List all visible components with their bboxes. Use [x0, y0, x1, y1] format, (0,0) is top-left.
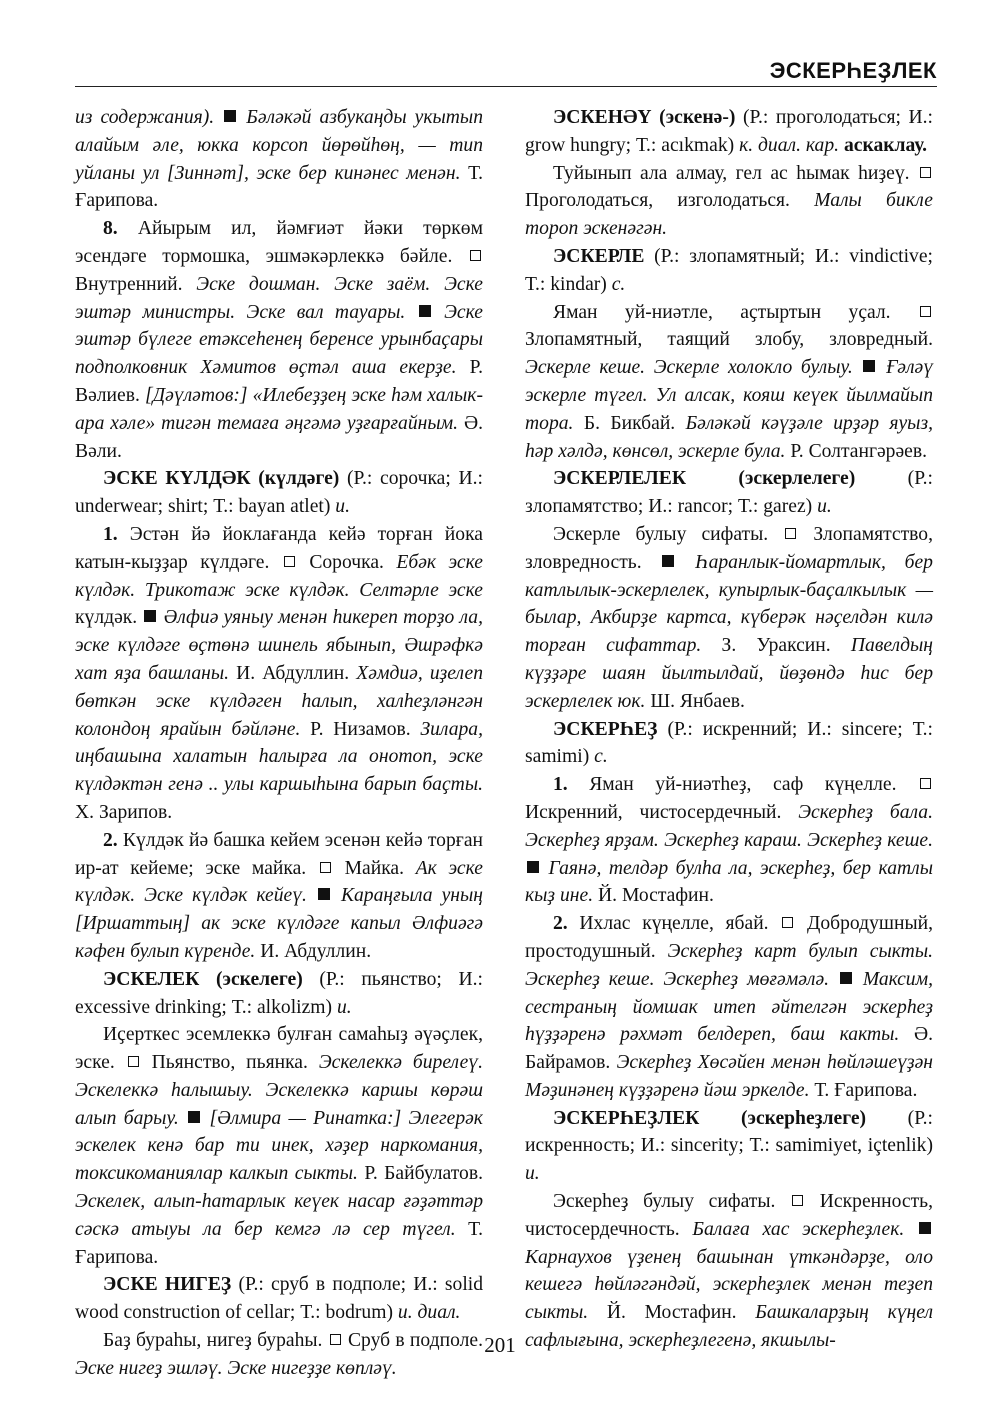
text: (Р.: искренний; И.: sincere; Т.: samimi) [525, 718, 933, 768]
headword: аскаклау. [843, 134, 928, 156]
dictionary-paragraph [75, 966, 483, 1022]
text: Сорочка. [296, 551, 397, 573]
headword: 2. [103, 829, 123, 851]
headword: 8. [103, 218, 138, 240]
text: Яман уй-ниәтһеҙ, саф күңелле. [589, 774, 919, 796]
headword: 1. [553, 774, 590, 796]
dictionary-paragraph [525, 104, 933, 160]
text: Эстән йә йоклағанда кейә торған йока катын-кыҙҙар күлдәге. [75, 523, 484, 573]
italic-text: с. [611, 273, 626, 295]
italic-text: и. [335, 496, 350, 518]
dictionary-paragraph [75, 465, 483, 521]
headword: 2. [553, 913, 580, 935]
text: Айырым ил, йәмғиәт йәки төркөм эсендәге тормошка, эшмәкәрлеккә бәйле. [75, 218, 484, 267]
text: Р. Байбулатов. [364, 1163, 483, 1185]
dictionary-paragraph [75, 104, 483, 215]
text: (Р.: искренность; И.: sincerity; Т.: samimiyet, içtenlik) [525, 1107, 933, 1157]
open-square-icon [128, 1056, 139, 1067]
dictionary-paragraph [525, 910, 933, 1105]
italic-text: Максим, сестраның йомшак итеп әйтелгән эскерһеҙ һүҙҙәренә рәхмәт белдереп, баш какты. [525, 968, 933, 1046]
open-square-icon [920, 778, 931, 789]
text: Искренний, чистосердечный. [525, 801, 799, 823]
text: Ш. Янбаев. [650, 690, 745, 712]
italic-text: и. диал. [397, 1302, 461, 1324]
text: Р. Солтангәрәев. [790, 440, 928, 462]
filled-square-icon [863, 360, 875, 372]
text: Ә. Байрамов. [525, 1024, 933, 1074]
italic-text: Башкаларҙың күңел сафлығына, эскерһеҙлегенә, якшылы- [525, 1302, 934, 1352]
headword: 1. [103, 523, 130, 545]
filled-square-icon [840, 972, 852, 984]
filled-square-icon [318, 888, 330, 900]
italic-text: Эскелек, алып-һатарлык кеүек насар ғәҙәттәр сәскә атыуы ла бер кемгә лә сер түгел. [75, 1191, 483, 1240]
italic-text: Ебәк эске күлдәк. Трикотаж эске күлдәк. Селтәрле эске [75, 551, 483, 601]
dictionary-paragraph [525, 771, 933, 910]
headword: ЭСКЕРҺЕҘ [553, 718, 668, 740]
dictionary-paragraph [525, 243, 933, 299]
page-number: 201 [484, 1333, 516, 1357]
open-square-icon [920, 167, 931, 178]
italic-text: и. [336, 996, 352, 1018]
italic-text: Эскерһеҙ бала. Эскерһеҙ ярҙам. Эскерһеҙ караш. Эскерһеҙ кеше. [525, 801, 933, 851]
text: (Р.: злопамятство; И.: rancor; Т.: garez) [525, 468, 933, 518]
italic-text: Караңғыла уның [Иршаттың] ак эске күлдәге капыл Әлфиәгә кәфен булып күренде. [75, 885, 483, 962]
text: Внутренний. [75, 273, 197, 295]
italic-text: Ғәләү эскерле түгел. Ул алсак, кояш кеүек йылмайып тора. [525, 357, 933, 434]
text: (Р.: сруб в подполе; И.: solid wood construction of cellar; Т.: bodrum) [75, 1274, 484, 1324]
italic-text: Балаға хас эскерһеҙлек. [692, 1218, 918, 1240]
text: Күлдәк йә башка кейем эсенән кейә торған ир-ат кейеме; эске майка. [75, 829, 483, 879]
filled-square-icon [224, 110, 236, 122]
text: Т. Ғарипова. [75, 162, 483, 212]
italic-text: Эскерле кеше. Эскерле холокло булыу. [525, 357, 862, 379]
headword: ЭСКЕ НИГЕҘ [103, 1274, 239, 1296]
dictionary-paragraph [525, 1188, 933, 1355]
text: Добродушный, простодушный. [525, 913, 934, 962]
open-square-icon [792, 1195, 803, 1206]
italic-text: и. [525, 1163, 540, 1185]
headword: ЭСКЕРЛЕЛЕК (эскерлелеге) [553, 468, 908, 490]
text: Х. Зарипов. [75, 801, 173, 823]
text: (Р.: пьянство; И.: excessive drinking; Т.: alkolizm) [75, 968, 483, 1018]
italic-text: из содержания). [75, 107, 223, 128]
headword: ЭСКЕЛЕК (эскелеге) [103, 968, 320, 990]
filled-square-icon [662, 555, 674, 567]
filled-square-icon [188, 1111, 200, 1123]
text: Б. Бикбай. [583, 412, 686, 434]
italic-text: Бәләкәй азбукаңды укытып алайым әле, юкка корсоп йөрөйһөң, — тип уйланы ул [Зиннәт], эске бер кинәнес менән. [75, 107, 483, 184]
dictionary-paragraph [525, 299, 933, 466]
left-column [75, 104, 483, 1383]
italic-text: Гаянә, телдәр булһа ла, эскерһеҙ, бер катлы кыҙ ине. [525, 857, 933, 907]
italic-text: Эскерһеҙ Хөсәйен менән һөйләшеүҙән Мәҙинәнең күҙҙәренә йәш эркелде. [525, 1052, 934, 1101]
text: Проголодаться, изголодаться. [525, 190, 815, 212]
headword: ЭСКЕРҺЕҘЛЕК (эскерһеҙлеге) [553, 1107, 908, 1129]
dictionary-paragraph [75, 1271, 483, 1327]
italic-text: с. [594, 746, 608, 768]
text: Пьянство, пьянка. [140, 1052, 319, 1074]
italic-text: [Дәүләтов:] «Илебеҙҙең эске һәм халык-ара хәле» тигән темаға әңгәмә уҙғарғайным. [75, 384, 483, 434]
filled-square-icon [419, 305, 431, 317]
text: Баҙ бураһы, нигеҙ бураһы. [103, 1330, 328, 1352]
open-square-icon [320, 862, 331, 873]
text: И. Абдуллин. [236, 662, 357, 684]
text: Искренность, чистосердечность. [525, 1191, 933, 1240]
open-square-icon [920, 306, 931, 317]
filled-square-icon [527, 861, 539, 873]
headword: ЭСКЕРЛЕ [553, 245, 655, 267]
text: З. Ураксин. [721, 635, 851, 657]
italic-text: Бәләкәй кәүҙәле ирҙәр яуыз, һәр хәлдә, көнсөл, эскерле була. [525, 412, 933, 462]
text: (Р.: сорочка; И.: underwear; shirt; Т.: bayan atlet) [75, 468, 483, 518]
italic-text: Эскерһеҙ карт булып сыкты. Эскерһеҙ кеше. Эскерһеҙ мөғәмәлә. [525, 940, 933, 990]
italic-text: и. [817, 496, 832, 518]
text: Эскерһеҙ булыу сифаты. [553, 1191, 791, 1213]
text: Ә. Вәли. [75, 412, 483, 462]
italic-text: Эске нигеҙ эшләү. Эске нигеҙҙе көпләү. [75, 1357, 397, 1379]
italic-text: Эскелеккә бирелеү. Эскелеккә һалышыу. Эскелеккә каршы көрәш алып барыу. [75, 1052, 483, 1129]
italic-text: Хәмдиә, иҙелеп бөткән эске күлдәген һалып, халһеҙләнгән колондоң ярайын бәйләне. [75, 662, 484, 740]
text: Сруб в подполе. [342, 1330, 483, 1352]
italic-text: Ак эске күлдәк. Эске күлдәк кейеү. [75, 857, 483, 907]
right-column [525, 104, 933, 1355]
text: Т. Ғарипова. [814, 1079, 918, 1101]
dictionary-paragraph [525, 521, 933, 716]
text: Р. Низамов. [310, 718, 421, 740]
text: Й. Мостафин. [598, 885, 714, 907]
text: Ихлас күңелле, ябай. [579, 913, 781, 935]
dictionary-paragraph [75, 215, 483, 465]
text: Злопамятный, таящий злобу, зловредный. [525, 329, 933, 351]
dictionary-paragraph [75, 827, 483, 966]
italic-text: Зилара, иңбашына халатын һалырға ла онотоп, эске күлдәктән генә .. улы каршыһына барып баҫты. [75, 718, 484, 796]
italic-text: Һаранлык-йомартлык, бер катлылык-эскерлелек, купырлык-баҫалкылык — былар, Акбирҙе картса, күберәк нәҫелдән килә торған сифаттар. [525, 551, 933, 657]
italic-text: Әлфиә уяныу менән һикереп торҙо ла, эске күлдәге өҫтөнә шинель ябынып, Әшрәфкә хат яҙа башланы. [75, 607, 483, 684]
text: Т. Ғарипова. [75, 1218, 483, 1268]
italic-text: Карнаухов үҙенең башынан үткәндәрҙе, оло кешегә һөйләгәндәй, эскерһеҙлек менән теҙеп сыкты. [525, 1246, 933, 1324]
dictionary-paragraph [75, 521, 483, 827]
text: Р. Вәлиев. [75, 357, 483, 406]
filled-square-icon [144, 610, 156, 622]
italic-text: Малы бикле тороп эскенәгән. [525, 190, 933, 240]
italic-text: [Әлмира — Ринатка:] Элегерәк эскелек кенә бар ти инек, хәҙер наркомания, токсикоманиялар калкып сыкты. [75, 1107, 483, 1185]
open-square-icon [782, 917, 793, 928]
dictionary-paragraph [525, 716, 933, 772]
headword: ЭСКЕ КҮЛДӘК (күлдәге) [103, 468, 347, 490]
dictionary-paragraph [75, 1021, 483, 1271]
italic-text: Эске эштәр бүлеге етәксеһенең беренсе урынбаҫары подполковник Хәмитов өҫтәл аша екерҙе. [75, 301, 483, 379]
text: күлдәк. [75, 607, 143, 629]
italic-text: Павелдың күҙҙәре шаян йылтылдай, йөҙөндә һис бер эскерлелек юк. [525, 635, 933, 712]
open-square-icon [785, 528, 796, 539]
header-title: ЭСКЕРҺЕҘЛЕК [769, 58, 937, 83]
italic-text: к. диал. кар. [739, 134, 844, 156]
dictionary-paragraph [525, 1105, 933, 1188]
headword: ЭСКЕНӘҮ (эскенә-) [553, 107, 743, 128]
text: Майка. [332, 857, 416, 879]
dictionary-paragraph [525, 160, 933, 243]
text: Эскерле булыу сифаты. [553, 523, 784, 545]
text: (Р.: злопамятный; И.: vindictive; Т.: kindar) [525, 245, 933, 295]
running-header [75, 56, 937, 87]
text: И. Абдуллин. [260, 940, 372, 962]
text: Й. Мостафин. [606, 1302, 756, 1324]
text: Туйынып ала алмау, гел ас һымак һиҙеү. [553, 162, 918, 184]
text: Яман уй-ниәтле, аҫтыртын уҫал. [553, 301, 918, 323]
text: Злопамятство, зловредность. [525, 523, 933, 573]
filled-square-icon [919, 1222, 931, 1234]
text: (Р.: проголодаться; И.: grow hungry; Т.: acıkmak) [525, 107, 933, 156]
dictionary-paragraph [525, 465, 933, 521]
open-square-icon [470, 250, 481, 261]
text: Иҫерткес эсемлеккә булған самаһыҙ әүәҫлек, эске. [75, 1024, 483, 1074]
italic-text: Эске дошман. Эске заём. Эске эштәр министры. Эске вал тауары. [75, 273, 483, 323]
open-square-icon [284, 556, 295, 567]
